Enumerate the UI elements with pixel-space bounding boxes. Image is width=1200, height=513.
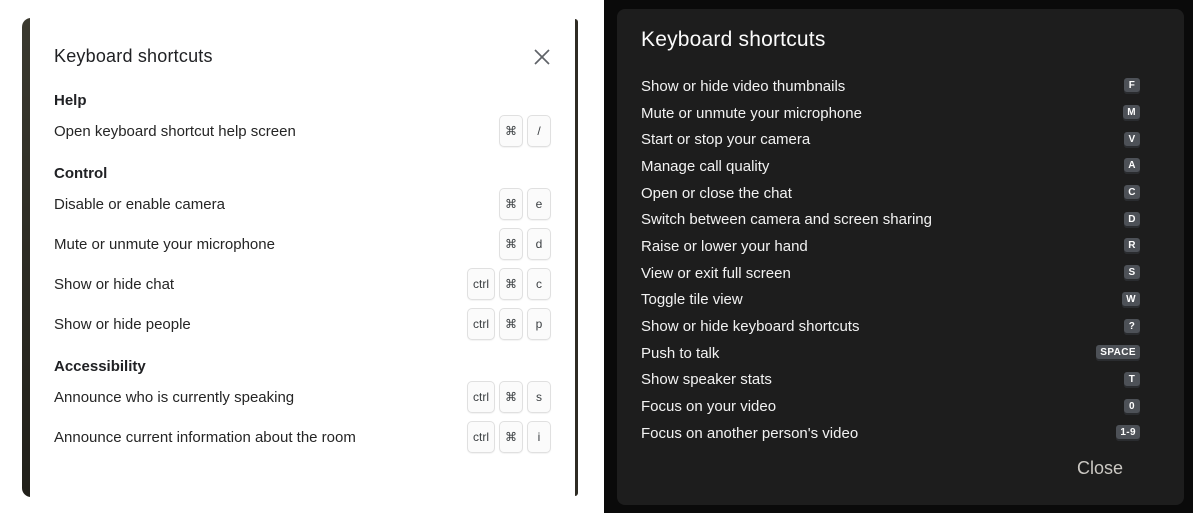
key-badge: ctrl xyxy=(467,268,495,300)
shortcut-row xyxy=(641,153,1140,180)
shortcut-label: Show or hide video thumbnails xyxy=(641,77,846,95)
key-badge: V xyxy=(1124,132,1140,148)
shortcut-label: Open or close the chat xyxy=(641,184,792,202)
key-badge: ⌘ xyxy=(499,381,523,413)
key-badge: s xyxy=(527,381,551,413)
shortcut-row xyxy=(641,233,1140,260)
key-badge: p xyxy=(527,308,551,340)
shortcut-label: Toggle tile view xyxy=(641,291,743,309)
key-badge: SPACE xyxy=(1096,345,1140,361)
shortcut-row xyxy=(641,126,1140,153)
shortcut-row xyxy=(641,287,1140,314)
keyboard-shortcuts-dialog xyxy=(30,0,575,513)
shortcut-keys xyxy=(499,228,551,260)
shortcut-row xyxy=(54,377,551,417)
shortcut-label: Start or stop your camera xyxy=(641,131,811,149)
shortcut-keys xyxy=(467,268,551,300)
shortcut-label: Disable or enable camera xyxy=(54,195,225,213)
key-badge: / xyxy=(527,115,551,147)
shortcut-label: Push to talk xyxy=(641,344,720,362)
key-badge: ⌘ xyxy=(499,188,523,220)
shortcut-label: Show or hide keyboard shortcuts xyxy=(641,318,860,336)
dialog-sections xyxy=(54,91,551,457)
dialog-title: Keyboard shortcuts xyxy=(54,46,213,66)
shortcut-label: Mute or unmute your microphone xyxy=(641,104,862,122)
shortcut-label: Announce current information about the room xyxy=(54,428,356,446)
key-badge: ctrl xyxy=(467,308,495,340)
key-badge: S xyxy=(1124,265,1140,281)
key-badge: C xyxy=(1124,185,1140,201)
key-badge: M xyxy=(1123,105,1140,121)
shortcut-keys xyxy=(467,308,551,340)
shortcut-keys xyxy=(499,188,551,220)
shortcut-row xyxy=(641,420,1140,447)
shortcut-label: Show or hide chat xyxy=(54,275,175,293)
section-heading: Help xyxy=(54,92,87,109)
shortcut-label: Focus on another person's video xyxy=(641,424,859,442)
dialog-close-button[interactable] xyxy=(529,44,555,70)
shortcut-row xyxy=(54,304,551,344)
shortcut-row xyxy=(54,264,551,304)
dark-overlay-backdrop xyxy=(604,0,1193,513)
panel-close-button[interactable]: Close xyxy=(1073,456,1127,481)
shortcut-label: Focus on your video xyxy=(641,398,777,416)
shortcut-label: Mute or unmute your microphone xyxy=(54,235,275,253)
key-badge: ⌘ xyxy=(499,308,523,340)
shortcut-row xyxy=(641,260,1140,287)
key-badge: D xyxy=(1124,212,1140,228)
key-badge: ctrl xyxy=(467,381,495,413)
shortcut-keys xyxy=(499,115,551,147)
shortcut-row xyxy=(641,100,1140,127)
panel-title: Keyboard shortcuts xyxy=(641,28,826,51)
key-badge: F xyxy=(1124,78,1140,94)
key-badge: ⌘ xyxy=(499,268,523,300)
shortcut-row xyxy=(54,224,551,264)
section-heading: Accessibility xyxy=(54,358,146,375)
panel-shortcut-list xyxy=(641,73,1140,447)
key-badge: ctrl xyxy=(467,421,495,453)
key-badge: W xyxy=(1122,292,1140,308)
key-badge: R xyxy=(1124,238,1140,254)
shortcut-row xyxy=(641,73,1140,100)
key-badge: e xyxy=(527,188,551,220)
shortcut-keys xyxy=(467,381,551,413)
shortcut-row xyxy=(54,417,551,457)
shortcut-label: Manage call quality xyxy=(641,157,770,175)
keyboard-shortcuts-panel xyxy=(617,9,1184,505)
key-badge: ⌘ xyxy=(499,115,523,147)
key-badge: i xyxy=(527,421,551,453)
key-badge: c xyxy=(527,268,551,300)
key-badge: A xyxy=(1124,158,1140,174)
shortcut-row xyxy=(54,111,551,151)
shortcut-label: Open keyboard shortcut help screen xyxy=(54,122,296,140)
shortcut-label: Announce who is currently speaking xyxy=(54,388,295,406)
close-icon xyxy=(533,48,551,66)
shortcut-label: Raise or lower your hand xyxy=(641,237,808,255)
shortcut-row xyxy=(641,393,1140,420)
shortcut-row xyxy=(641,313,1140,340)
shortcut-row xyxy=(641,340,1140,367)
section-heading: Control xyxy=(54,165,108,182)
shortcut-keys xyxy=(467,421,551,453)
key-badge: ? xyxy=(1124,319,1140,335)
shortcut-label: Show or hide people xyxy=(54,315,191,333)
key-badge: ⌘ xyxy=(499,421,523,453)
shortcut-row xyxy=(641,367,1140,394)
shortcut-row xyxy=(641,206,1140,233)
shortcut-row xyxy=(641,180,1140,207)
shortcut-label: View or exit full screen xyxy=(641,264,791,282)
key-badge: T xyxy=(1124,372,1140,388)
key-badge: ⌘ xyxy=(499,228,523,260)
shortcut-label: Switch between camera and screen sharing xyxy=(641,211,932,229)
shortcut-label: Show speaker stats xyxy=(641,371,772,389)
key-badge: 0 xyxy=(1124,399,1140,415)
key-badge: 1-9 xyxy=(1116,425,1140,441)
video-background-right-edge xyxy=(575,19,578,496)
key-badge: d xyxy=(527,228,551,260)
shortcut-row xyxy=(54,184,551,224)
